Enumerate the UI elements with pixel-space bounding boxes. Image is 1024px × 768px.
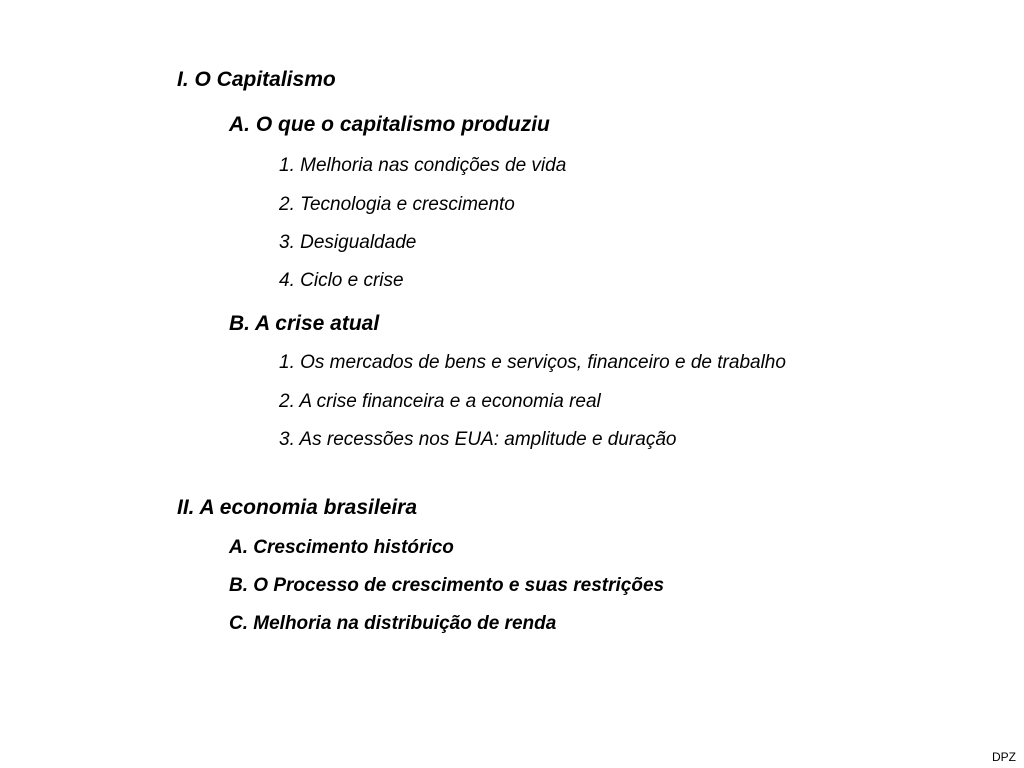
- list-item: 1. Os mercados de bens e serviços, financeiro e de trabalho: [279, 352, 786, 373]
- list-item: 4. Ciclo e crise: [279, 270, 404, 291]
- footer-label: DPZ: [992, 750, 1016, 764]
- list-item: 2. Tecnologia e crescimento: [279, 194, 515, 215]
- subsection-title: B. A crise atual: [229, 312, 380, 335]
- section-title: I. O Capitalismo: [177, 68, 336, 91]
- subsection-title: C. Melhoria na distribuição de renda: [229, 613, 557, 634]
- list-item: 2. A crise financeira e a economia real: [279, 391, 601, 412]
- subsection-title: B. O Processo de crescimento e suas restrições: [229, 575, 665, 596]
- list-item: 3. Desigualdade: [279, 232, 417, 253]
- section-title: II. A economia brasileira: [177, 496, 418, 519]
- subsection-title: A. O que o capitalismo produziu: [229, 113, 550, 136]
- subsection-title: A. Crescimento histórico: [229, 537, 454, 558]
- list-item: 3. As recessões nos EUA: amplitude e duração: [279, 429, 677, 450]
- list-item: 1. Melhoria nas condições de vida: [279, 155, 567, 176]
